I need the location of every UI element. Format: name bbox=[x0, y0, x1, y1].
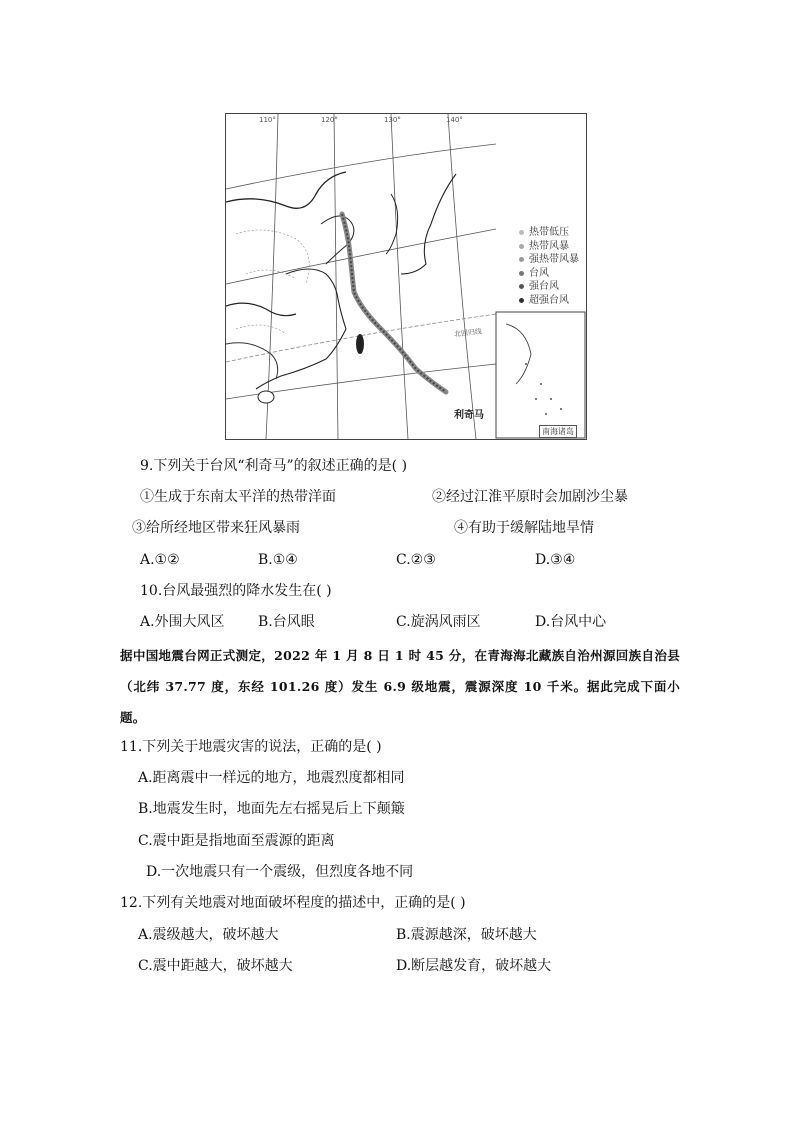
q12-option-a: A.震级越大，破坏越大 bbox=[138, 927, 279, 943]
longitude-label: 120° bbox=[321, 116, 338, 124]
typhoon-name-label: 利奇马 bbox=[454, 410, 484, 421]
q9-option-b: B.①④ bbox=[258, 552, 298, 568]
q12-option-d: D.断层越发育，破坏越大 bbox=[396, 958, 552, 974]
q10-stem: 10.台风最强烈的降水发生在( ) bbox=[140, 583, 332, 599]
legend-item: 强热带风暴 bbox=[519, 253, 579, 267]
legend-item: 强台风 bbox=[519, 280, 579, 294]
q11-option-a: A.距离震中一样远的地方，地震烈度都相同 bbox=[138, 770, 405, 786]
q10-option-a: A.外围大风区 bbox=[140, 614, 225, 630]
q9-statement-4: ④有助于缓解陆地旱情 bbox=[454, 520, 594, 536]
legend-item: 台风 bbox=[519, 267, 579, 281]
q9-stem: 9.下列关于台风“利奇马”的叙述正确的是( ) bbox=[140, 458, 408, 474]
q9-statement-2: ②经过江淮平原时会加剧沙尘暴 bbox=[432, 489, 628, 505]
legend-item: 热带低压 bbox=[519, 226, 579, 240]
longitude-label: 130° bbox=[384, 116, 401, 124]
map-legend bbox=[519, 226, 579, 307]
q9-option-c: C.②③ bbox=[396, 552, 436, 568]
earthquake-passage: 据中国地震台网正式测定，2022 年 1 月 8 日 1 时 45 分，在青海海北藏族自治州源回族自治县（北纬 37.77 度，东经 101.26 度）发生 6.9 级地震，震源深度 10 千米。据此完成下面小题。 bbox=[120, 648, 680, 725]
q9-statement-3: ③给所经地区带来狂风暴雨 bbox=[132, 520, 300, 536]
q11-option-c: C.震中距是指地面至震源的距离 bbox=[138, 833, 335, 849]
longitude-label: 110° bbox=[259, 116, 276, 124]
q9-option-a: A.①② bbox=[140, 552, 180, 568]
q12-option-b: B.震源越深，破坏越大 bbox=[396, 927, 537, 943]
legend-item: 超强台风 bbox=[519, 294, 579, 308]
q10-option-c: C.旋涡风雨区 bbox=[396, 614, 481, 630]
typhoon-track-map bbox=[225, 113, 587, 440]
q12-stem: 12.下列有关地震对地面破坏程度的描述中，正确的是( ) bbox=[120, 895, 466, 911]
longitude-label: 140° bbox=[446, 116, 463, 124]
q12-option-c: C.震中距越大，破坏越大 bbox=[138, 958, 293, 974]
q9-option-d: D.③④ bbox=[535, 552, 576, 568]
q11-option-b: B.地震发生时，地面先左右摇晃后上下颠簸 bbox=[138, 801, 405, 817]
q10-option-d: D.台风中心 bbox=[535, 614, 607, 630]
q11-stem: 11.下列关于地震灾害的说法，正确的是( ) bbox=[120, 739, 382, 755]
legend-item: 热带风暴 bbox=[519, 240, 579, 254]
tropic-label: 北回归线 bbox=[453, 327, 483, 339]
q11-option-d: D.一次地震只有一个震级，但烈度各地不同 bbox=[146, 864, 414, 880]
inset-label: 南海诸岛 bbox=[539, 425, 577, 438]
q9-statement-1: ①生成于东南太平洋的热带洋面 bbox=[140, 489, 336, 505]
q10-option-b: B.台风眼 bbox=[258, 614, 315, 630]
